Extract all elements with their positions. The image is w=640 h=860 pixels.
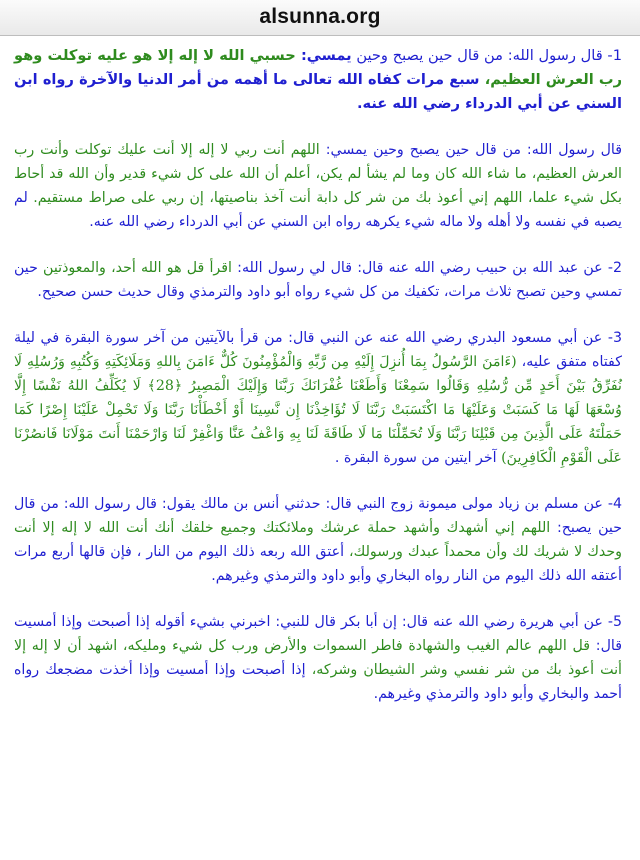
- hadith-5: [14, 610, 622, 706]
- hadith-intro: قال رسول الله: من قال حين يصبح وحين يمسي:: [319, 142, 622, 158]
- hadith-intro: عن أبي هريرة رضي الله عنه قال: إن أبا بكر قال للنبي: اخبرني بشيء أقوله إذا أصبحت وإذا أمسيت قال:: [14, 614, 622, 654]
- hadith-number: 4-: [602, 496, 623, 512]
- hadith-number: 3-: [602, 330, 622, 346]
- hadith-rest: حين تمسي وحين تصبح ثلاث مرات، تكفيك من كل شيء رواه أبو داود والترمذي وقال حديث حسن صحيح.: [14, 260, 622, 300]
- hadith-dua: قل اللهم عالم الغيب والشهادة فاطر السموات والأرض ورب كل شيء ومليكه، اشهد أن لا إله إلا أنت أعوذ بك من شر نفسي وشر الشيطان وشركه،: [14, 638, 622, 678]
- hadith-2: [14, 256, 622, 304]
- site-domain: alsunna.org: [259, 5, 381, 28]
- hadith-number: 1-: [602, 47, 622, 64]
- hadith-dua: اللهم إني أشهدك وأشهد حملة عرشك وملائكتك وجميع خلقك أنك أنت الله لا إله إلا أنت وحدك لا شريك لك وأن محمداً عبدك ورسولك،: [14, 520, 622, 560]
- quran-verses: (ءَامَنَ الرَّسُولُ بِمَا أُنزِلَ إِلَيْهِ مِن رَّبِّهِ وَالْمُؤْمِنُونَ كُلٌّ ءَامَنَ بِاللهِ وَمَلَائِكَتِهِ وَكُتُبِهِ وَرُسُلِهِ لَا نُفَرِّقُ بَيْنَ أَحَدٍ مِّن رُّسُلِهِ وَقَالُوا سَمِعْنَا وَأَطَعْنَا غُفْرَانَكَ رَبَّنَا وَإِلَيْكَ الْمَصِيرُ ﴿28﴾ لَا يُكَلِّفُ اللهُ نَفْسًا إِلَّا وُسْعَهَا لَهَا مَا كَسَبَتْ وَعَلَيْهَا مَا اكْتَسَبَتْ رَبَّنَا لَا تُؤَاخِذْنَا إِن نَّسِينَا أَوْ أَخْطَأْنَا رَبَّنَا وَلَا تَحْمِلْ عَلَيْنَا إِصْرًا كَمَا حَمَلْتَهُ عَلَى الَّذِينَ مِن قَبْلِنَا رَبَّنَا وَلَا تُحَمِّلْنَا مَا لَا طَاقَةَ لَنَا بِهِ وَاعْفُ عَنَّا وَاغْفِرْ لَنَا وَارْحَمْنَا أَنتَ مَوْلَانَا فَانصُرْنَا عَلَى الْقَوْمِ الْكَافِرِينَ): [14, 354, 622, 466]
- hadith-rest: آخر ايتين من سورة البقرة .: [334, 450, 502, 466]
- hadith-1b: [14, 138, 622, 234]
- hadith-number: 5-: [602, 614, 622, 630]
- browser-address-bar[interactable]: [0, 0, 640, 36]
- hadith-3: [14, 326, 622, 470]
- hadith-4: [14, 492, 622, 588]
- hadith-intro: عن مسلم بن زياد مولى ميمونة زوج النبي قال: حدثني أنس بن مالك يقول: قال رسول الله: من قال حين يصبح:: [14, 496, 622, 536]
- hadith-number: 2-: [602, 260, 622, 276]
- hadith-rest: أعتق الله ربعه ذلك اليوم من النار ، فإن قالها أربع مرات أعتقه الله ذلك اليوم من النار رواه البخاري وأبو داود والترمذي وغيرهم.: [14, 544, 622, 584]
- hadith-dua: اقرأ قل هو الله أحد، والمعوذتين: [43, 260, 232, 276]
- hadith-rest: سبع مرات كفاه الله تعالى ما أهمه من أمر الدنيا والآخرة رواه ابن السني عن أبي الدرداء رضي الله عنه.: [14, 71, 622, 112]
- hadith-rest: إذا أصبحت وإذا أمسيت وإذا أخذت مضجعك رواه أحمد والبخاري وأبو داود والترمذي وغيرهم.: [14, 662, 622, 702]
- hadith-intro: عن عبد الله بن حبيب رضي الله عنه قال: قال لي رسول الله:: [231, 260, 603, 276]
- hadith-rest: لم يصبه في نفسه ولا أهله ولا ماله شيء يكرهه رواه ابن السني عن أبي الدرداء رضي الله عنه.: [14, 190, 622, 230]
- hadith-intro: عن أبي مسعود البدري رضي الله عنه عن النبي قال: من قرأ بالآيتين من آخر سورة البقرة في ليلة كفتاه متفق عليه،: [14, 330, 622, 370]
- article-content[interactable]: [0, 44, 640, 856]
- hadith-1: [14, 44, 622, 116]
- hadith-dua: حسبي الله لا إله إلا هو عليه توكلت وهو رب العرش العظيم،: [14, 47, 623, 88]
- hadith-lead: يمسي:: [300, 47, 352, 64]
- hadith-dua: اللهم أنت ربي لا إله إلا أنت عليك توكلت وأنت رب العرش العظيم، ما شاء الله كان وما لم يشأ لم يكن، أعلم أن الله على كل شيء قدير وأن الله قد أحاط بكل شيء علما، اللهم إني أعوذ بك من شر كل دابة أنت آخذ بناصيتها، إن ربي على صراط مستقيم.: [14, 142, 622, 206]
- hadith-intro: قال رسول الله: من قال حين يصبح وحين: [351, 47, 603, 64]
